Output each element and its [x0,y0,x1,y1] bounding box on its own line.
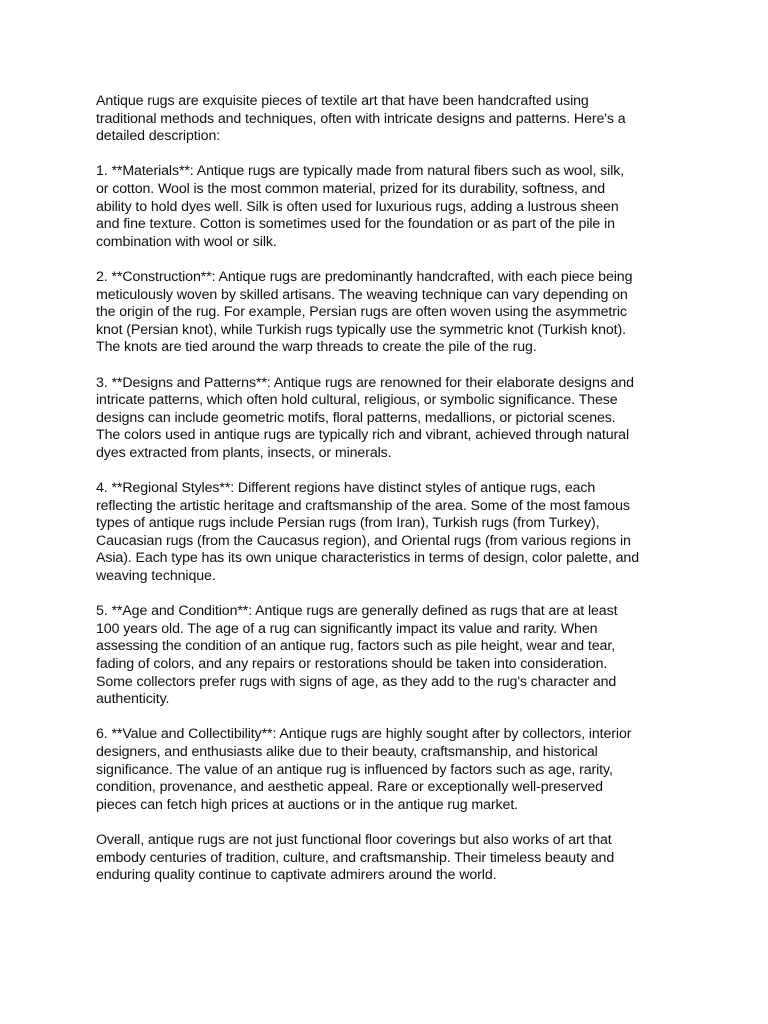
regional-styles-paragraph: 4. **Regional Styles**: Different regions have distinct styles of antique rugs, each reflecting the artistic heritage and craftsmanship of the area. Some of the most famous types of antique rugs include Persian rugs (from Iran), Turkish rugs (from Turkey), Caucasian rugs (from the Caucasus region), and Oriental rugs (from various regions in Asia). Each type has its own unique characteristics in terms of design, color palette, and weaving technique. [96,480,640,585]
designs-paragraph: 3. **Designs and Patterns**: Antique rugs are renowned for their elaborate designs and intricate patterns, which often hold cultural, religious, or symbolic significance. These designs can include geometric motifs, floral patterns, medallions, or pictorial scenes. The colors used in antique rugs are typically rich and vibrant, achieved through natural dyes extracted from plants, insects, or minerals. [96,374,634,461]
age-condition-paragraph: 5. **Age and Condition**: Antique rugs are generally defined as rugs that are at least 100 years old. The age of a rug can significantly impact its value and rarity. When assessing the condition of an antique rug, factors such as pile height, wear and tear, fading of colors, and any repairs or restorations should be taken into consideration. Some collectors prefer rugs with signs of age, as they add to the rug's character and authenticity. [96,603,618,708]
materials-paragraph: 1. **Materials**: Antique rugs are typically made from natural fibers such as wool, silk, or cotton. Wool is the most common material, prized for its durability, softness, and ability to hold dyes well. Silk is often used for luxurious rugs, adding a lustrous sheen and fine texture. Cotton is sometimes used for the foundation or as part of the pile in combination with wool or silk. [96,163,625,250]
construction-paragraph: 2. **Construction**: Antique rugs are predominantly handcrafted, with each piece being meticulously woven by skilled artisans. The weaving technique can vary depending on the origin of the rug. For example, Persian rugs are often woven using the asymmetric knot (Persian knot), while Turkish rugs typically use the symmetric knot (Turkish knot). The knots are tied around the warp threads to create the pile of the rug. [96,268,633,356]
conclusion-paragraph: Overall, antique rugs are not just functional floor coverings but also works of art that embody centuries of tradition, culture, and craftsmanship. Their timeless beauty and enduring quality continue to captivate admirers around the world. [96,831,615,884]
document-body [96,93,680,902]
value-paragraph: 6. **Value and Collectibility**: Antique rugs are highly sought after by collectors, interior designers, and enthusiasts alike due to their beauty, craftsmanship, and historical significance. The value of an antique rug is influenced by factors such as age, rarity, condition, provenance, and aesthetic appeal. Rare or exceptionally well-preserved pieces can fetch high prices at auctions or in the antique rug market. [96,726,632,813]
intro-paragraph: Antique rugs are exquisite pieces of textile art that have been handcrafted using traditional methods and techniques, often with intricate designs and patterns. Here's a detailed description: [96,93,626,145]
